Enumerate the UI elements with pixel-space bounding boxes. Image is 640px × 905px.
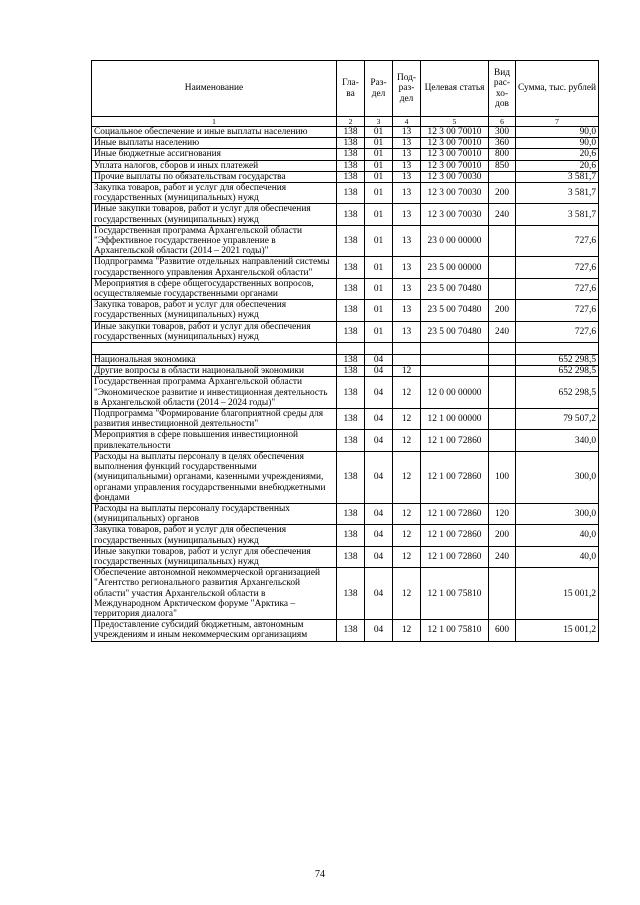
expense-type-cell [489, 568, 516, 620]
section-cell: 04 [365, 546, 393, 567]
table-row [92, 138, 599, 149]
subsection-cell: 12 [393, 568, 421, 620]
column-number: 7 [516, 117, 599, 127]
amount-cell: 3 581,7 [516, 171, 599, 182]
subsection-cell: 13 [393, 278, 421, 299]
chapter-cell: 138 [337, 171, 365, 182]
name-cell: Социальное обеспечение и иные выплаты населению [92, 127, 337, 138]
section-cell: 04 [365, 430, 393, 451]
section-cell: 01 [365, 204, 393, 225]
target-cell: 23 5 00 70480 [421, 300, 489, 321]
expense-type-cell: 240 [489, 546, 516, 567]
table-row [92, 503, 599, 524]
name-cell: Прочие выплаты по обязательствам государства [92, 171, 337, 182]
section-cell: 04 [365, 377, 393, 409]
chapter-cell: 138 [337, 546, 365, 567]
name-cell: Закупка товаров, работ и услуг для обеспечения государственных (муниципальных) нужд [92, 300, 337, 321]
section-cell: 01 [365, 321, 393, 342]
subsection-cell: 13 [393, 204, 421, 225]
expense-type-cell: 360 [489, 138, 516, 149]
name-cell [92, 343, 337, 355]
expense-type-cell: 240 [489, 321, 516, 342]
section-cell: 01 [365, 257, 393, 278]
amount-cell: 300,0 [516, 451, 599, 503]
section-cell: 04 [365, 366, 393, 377]
amount-cell: 40,0 [516, 525, 599, 546]
name-cell: Иные закупки товаров, работ и услуг для обеспечения государственных (муниципальных) нужд [92, 204, 337, 225]
expense-type-cell: 600 [489, 620, 516, 641]
table-row [92, 204, 599, 225]
table-row [92, 366, 599, 377]
budget-table [91, 60, 599, 642]
chapter-cell: 138 [337, 204, 365, 225]
name-cell: Иные бюджетные ассигнования [92, 149, 337, 160]
section-cell: 01 [365, 278, 393, 299]
name-cell: Закупка товаров, работ и услуг для обеспечения государственных (муниципальных) нужд [92, 183, 337, 204]
expense-type-cell: 850 [489, 160, 516, 171]
table-row [92, 149, 599, 160]
amount-cell: 727,6 [516, 257, 599, 278]
expense-type-cell [489, 366, 516, 377]
subsection-cell: 12 [393, 377, 421, 409]
chapter-cell: 138 [337, 409, 365, 430]
column-number: 1 [92, 117, 337, 127]
header-row [92, 61, 599, 117]
expense-type-cell [489, 257, 516, 278]
chapter-cell: 138 [337, 160, 365, 171]
target-cell: 23 0 00 00000 [421, 225, 489, 257]
target-cell: 23 5 00 70480 [421, 278, 489, 299]
table-body [92, 127, 599, 642]
header-expense-type: Вид рас-хо-дов [489, 61, 516, 117]
name-cell: Иные закупки товаров, работ и услуг для обеспечения государственных (муниципальных) нужд [92, 546, 337, 567]
name-cell: Другие вопросы в области национальной экономики [92, 366, 337, 377]
name-cell: Закупка товаров, работ и услуг для обеспечения государственных (муниципальных) нужд [92, 525, 337, 546]
chapter-cell: 138 [337, 503, 365, 524]
target-cell: 23 5 00 00000 [421, 257, 489, 278]
amount-cell: 727,6 [516, 278, 599, 299]
amount-cell: 40,0 [516, 546, 599, 567]
header-target: Целевая статья [421, 61, 489, 117]
target-cell: 12 1 00 72860 [421, 503, 489, 524]
expense-type-cell [489, 278, 516, 299]
table-row [92, 430, 599, 451]
chapter-cell: 138 [337, 366, 365, 377]
amount-cell: 300,0 [516, 503, 599, 524]
table-row [92, 183, 599, 204]
amount-cell: 90,0 [516, 127, 599, 138]
target-cell: 23 5 00 70480 [421, 321, 489, 342]
amount-cell: 340,0 [516, 430, 599, 451]
expense-type-cell [489, 343, 516, 355]
table-row [92, 278, 599, 299]
target-cell: 12 1 00 72860 [421, 546, 489, 567]
expense-type-cell [489, 355, 516, 366]
table-row [92, 171, 599, 182]
target-cell: 12 3 00 70010 [421, 149, 489, 160]
subsection-cell: 12 [393, 366, 421, 377]
table-row [92, 257, 599, 278]
amount-cell: 20,6 [516, 160, 599, 171]
expense-type-cell [489, 171, 516, 182]
chapter-cell: 138 [337, 138, 365, 149]
expense-type-cell [489, 409, 516, 430]
subsection-cell: 12 [393, 546, 421, 567]
subsection-cell: 13 [393, 138, 421, 149]
expense-type-cell: 240 [489, 204, 516, 225]
subsection-cell: 12 [393, 503, 421, 524]
chapter-cell: 138 [337, 430, 365, 451]
name-cell: Иные выплаты населению [92, 138, 337, 149]
target-cell [421, 355, 489, 366]
section-cell: 01 [365, 183, 393, 204]
expense-type-cell [489, 225, 516, 257]
subsection-cell: 13 [393, 183, 421, 204]
chapter-cell: 138 [337, 183, 365, 204]
subsection-cell: 12 [393, 430, 421, 451]
subsection-cell: 13 [393, 257, 421, 278]
column-number: 4 [393, 117, 421, 127]
chapter-cell: 138 [337, 225, 365, 257]
target-cell [421, 366, 489, 377]
amount-cell: 652 298,5 [516, 377, 599, 409]
amount-cell: 3 581,7 [516, 183, 599, 204]
amount-cell: 727,6 [516, 300, 599, 321]
name-cell: Мероприятия в сфере общегосударственных вопросов, осуществляемые государственными органами [92, 278, 337, 299]
amount-cell: 652 298,5 [516, 366, 599, 377]
subsection-cell: 12 [393, 525, 421, 546]
table-row [92, 620, 599, 641]
header-name: Наименование [92, 61, 337, 117]
name-cell: Национальная экономика [92, 355, 337, 366]
name-cell: Предоставление субсидий бюджетным, автономным учреждениям и иным некоммерческим организациям [92, 620, 337, 641]
amount-cell: 90,0 [516, 138, 599, 149]
column-number: 3 [365, 117, 393, 127]
target-cell: 12 3 00 70010 [421, 127, 489, 138]
name-cell: Мероприятия в сфере повышения инвестиционной привлекательности [92, 430, 337, 451]
expense-type-cell: 200 [489, 183, 516, 204]
name-cell: Расходы на выплаты персоналу в целях обеспечения выполнения функций государственными (муниципальными) органами, казенными учреждениями, органами управления государственными внебюджетными фондами [92, 451, 337, 503]
table-row [92, 300, 599, 321]
expense-type-cell [489, 430, 516, 451]
header-number-row [92, 117, 599, 127]
column-number: 5 [421, 117, 489, 127]
header-subsection: Под-раз-дел [393, 61, 421, 117]
target-cell: 12 3 00 70010 [421, 138, 489, 149]
name-cell: Подпрограмма "Развитие отдельных направлений системы государственного управления Архангельской области" [92, 257, 337, 278]
name-cell: Обеспечение автономной некоммерческой организацией "Агентство регионального развития Архангельской области" участия Архангельской области в Международном Арктическом форуме "Арктика – территория диалога" [92, 568, 337, 620]
header-chapter: Гла-ва [337, 61, 365, 117]
chapter-cell: 138 [337, 377, 365, 409]
name-cell: Расходы на выплаты персоналу государственных (муниципальных) органов [92, 503, 337, 524]
section-cell: 01 [365, 171, 393, 182]
expense-type-cell: 120 [489, 503, 516, 524]
chapter-cell: 138 [337, 300, 365, 321]
page-number: 74 [315, 869, 325, 880]
amount-cell: 15 001,2 [516, 568, 599, 620]
target-cell: 12 1 00 00000 [421, 409, 489, 430]
section-cell: 01 [365, 225, 393, 257]
blank-row [92, 343, 599, 355]
subsection-cell: 13 [393, 321, 421, 342]
subsection-cell: 13 [393, 225, 421, 257]
section-cell: 04 [365, 355, 393, 366]
target-cell [421, 343, 489, 355]
section-cell: 04 [365, 620, 393, 641]
table-row [92, 127, 599, 138]
expense-type-cell [489, 377, 516, 409]
amount-cell: 727,6 [516, 225, 599, 257]
target-cell: 12 0 00 00000 [421, 377, 489, 409]
name-cell: Иные закупки товаров, работ и услуг для обеспечения государственных (муниципальных) нужд [92, 321, 337, 342]
target-cell: 12 1 00 72860 [421, 430, 489, 451]
expense-type-cell: 200 [489, 300, 516, 321]
table-row [92, 160, 599, 171]
chapter-cell: 138 [337, 355, 365, 366]
table-row [92, 451, 599, 503]
chapter-cell: 138 [337, 257, 365, 278]
section-cell: 04 [365, 525, 393, 546]
section-cell: 04 [365, 451, 393, 503]
subsection-cell [393, 343, 421, 355]
header-amount: Сумма, тыс. рублей [516, 61, 599, 117]
subsection-cell: 13 [393, 149, 421, 160]
target-cell: 12 3 00 70030 [421, 183, 489, 204]
expense-type-cell: 100 [489, 451, 516, 503]
target-cell: 12 1 00 75810 [421, 568, 489, 620]
subsection-cell: 12 [393, 451, 421, 503]
section-cell [365, 343, 393, 355]
chapter-cell: 138 [337, 278, 365, 299]
column-number: 2 [337, 117, 365, 127]
target-cell: 12 3 00 70030 [421, 171, 489, 182]
subsection-cell: 12 [393, 409, 421, 430]
table-row [92, 409, 599, 430]
target-cell: 12 3 00 70010 [421, 160, 489, 171]
name-cell: Государственная программа Архангельской области "Экономическое развитие и инвестиционная деятельность в Архангельской области (2014 – 2024 годы)" [92, 377, 337, 409]
table-row [92, 568, 599, 620]
section-cell: 01 [365, 300, 393, 321]
subsection-cell: 12 [393, 620, 421, 641]
amount-cell: 79 507,2 [516, 409, 599, 430]
subsection-cell: 13 [393, 171, 421, 182]
name-cell: Уплата налогов, сборов и иных платежей [92, 160, 337, 171]
subsection-cell: 13 [393, 127, 421, 138]
amount-cell: 15 001,2 [516, 620, 599, 641]
name-cell: Подпрограмма "Формирование благоприятной среды для развития инвестиционной деятельности" [92, 409, 337, 430]
chapter-cell: 138 [337, 568, 365, 620]
chapter-cell: 138 [337, 149, 365, 160]
target-cell: 12 3 00 70030 [421, 204, 489, 225]
amount-cell [516, 343, 599, 355]
expense-type-cell: 200 [489, 525, 516, 546]
chapter-cell [337, 343, 365, 355]
table-row [92, 546, 599, 567]
amount-cell: 20,6 [516, 149, 599, 160]
section-cell: 04 [365, 409, 393, 430]
target-cell: 12 1 00 72860 [421, 525, 489, 546]
table-row [92, 321, 599, 342]
header-section: Раз-дел [365, 61, 393, 117]
subsection-cell: 13 [393, 300, 421, 321]
chapter-cell: 138 [337, 620, 365, 641]
table-row [92, 377, 599, 409]
amount-cell: 652 298,5 [516, 355, 599, 366]
expense-type-cell: 800 [489, 149, 516, 160]
table-row [92, 355, 599, 366]
table-row [92, 525, 599, 546]
section-cell: 01 [365, 127, 393, 138]
section-cell: 04 [365, 568, 393, 620]
section-cell: 04 [365, 503, 393, 524]
column-number: 6 [489, 117, 516, 127]
section-cell: 01 [365, 138, 393, 149]
section-cell: 01 [365, 160, 393, 171]
name-cell: Государственная программа Архангельской области "Эффективное государственное управление в Архангельской области (2014 – 2021 годы)" [92, 225, 337, 257]
subsection-cell [393, 355, 421, 366]
chapter-cell: 138 [337, 451, 365, 503]
amount-cell: 727,6 [516, 321, 599, 342]
subsection-cell: 13 [393, 160, 421, 171]
expense-type-cell: 300 [489, 127, 516, 138]
chapter-cell: 138 [337, 525, 365, 546]
target-cell: 12 1 00 72860 [421, 451, 489, 503]
chapter-cell: 138 [337, 321, 365, 342]
target-cell: 12 1 00 75810 [421, 620, 489, 641]
table-row [92, 225, 599, 257]
chapter-cell: 138 [337, 127, 365, 138]
section-cell: 01 [365, 149, 393, 160]
amount-cell: 3 581,7 [516, 204, 599, 225]
